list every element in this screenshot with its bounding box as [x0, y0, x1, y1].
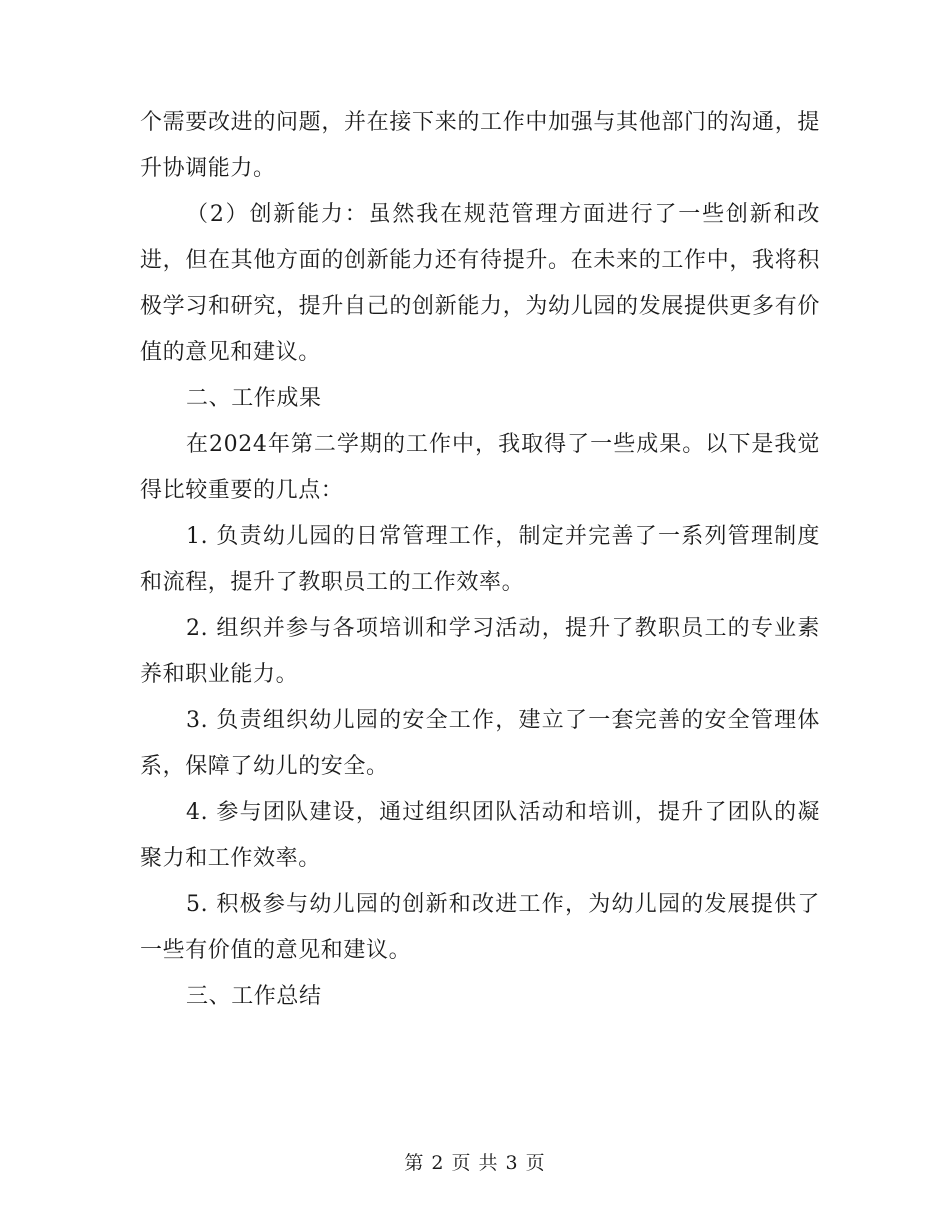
section-heading-work-summary: 三、工作总结: [186, 984, 322, 1009]
paragraph-innovation-ability: （2）创新能力：虽然我在规范管理方面进行了一些创新和改进，但在其他方面的创新能力还有待提升。在未来的工作中，我将积极学习和研究，提升自己的创新能力，为幼儿园的发展提供更多有价值的意见和建议。: [140, 202, 820, 365]
paragraph-continuation: 个需要改进的问题，并在接下来的工作中加强与其他部门的沟通，提升协调能力。: [140, 110, 820, 181]
list-item-4: 4. 参与团队建设，通过组织团队活动和培训，提升了团队的凝聚力和工作效率。: [140, 800, 820, 871]
list-item-3: 3. 负责组织幼儿园的安全工作，建立了一套完善的安全管理体系，保障了幼儿的安全。: [140, 708, 820, 779]
document-body: [140, 100, 820, 1020]
section-heading-work-results: 二、工作成果: [186, 386, 322, 411]
list-item-5: 5. 积极参与幼儿园的创新和改进工作，为幼儿园的发展提供了一些有价值的意见和建议。: [140, 892, 820, 963]
page-number-footer: 第 2 页 共 3 页: [404, 1152, 546, 1174]
list-item-2: 2. 组织并参与各项培训和学习活动，提升了教职员工的专业素养和职业能力。: [140, 616, 820, 687]
paragraph-results-intro: 在2024年第二学期的工作中，我取得了一些成果。以下是我觉得比较重要的几点：: [140, 432, 820, 503]
list-item-1: 1. 负责幼儿园的日常管理工作，制定并完善了一系列管理制度和流程，提升了教职员工的工作效率。: [140, 524, 820, 595]
